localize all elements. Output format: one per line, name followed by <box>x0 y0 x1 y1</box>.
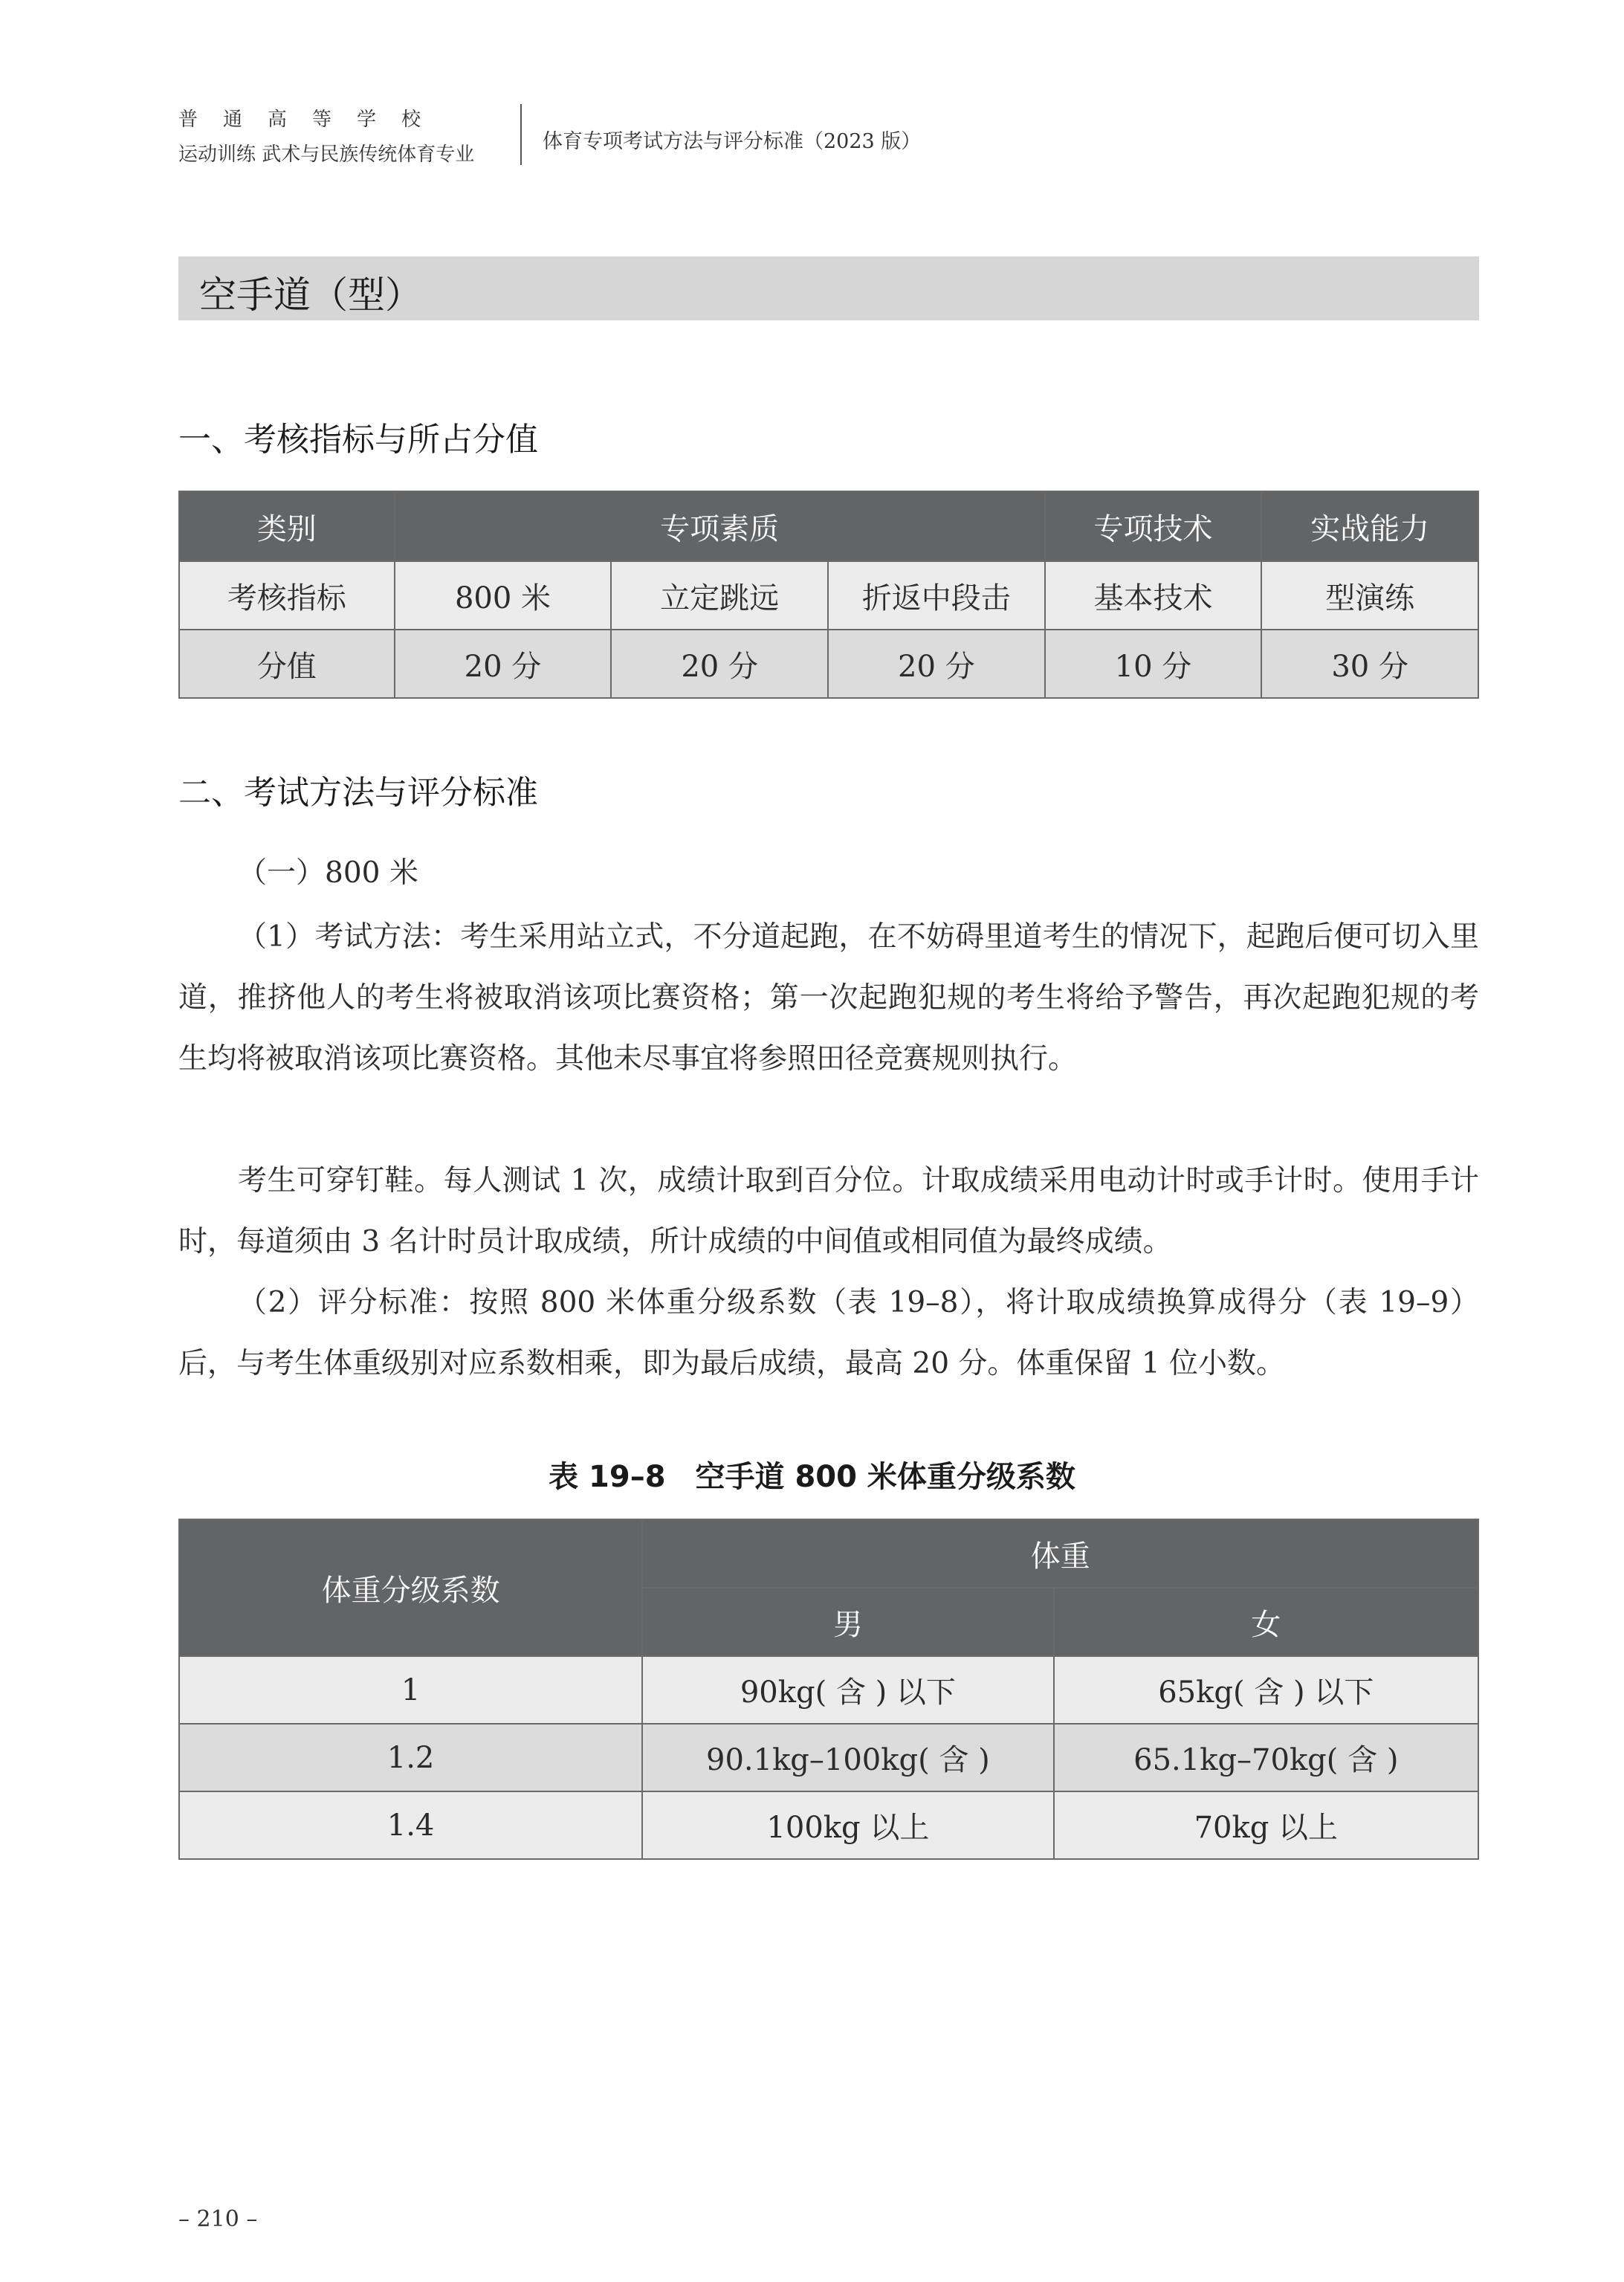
table-cell: 1.2 <box>179 1724 642 1791</box>
heading-indicators: 一、考核指标与所占分值 <box>178 421 538 459</box>
table-row <box>179 1724 1478 1791</box>
section-title-bar <box>178 256 1479 320</box>
table-cell: 30 分 <box>1261 630 1478 698</box>
table-header-male: 男 <box>642 1588 1053 1656</box>
paragraph-exam-method: （1）考试方法：考生采用站立式，不分道起跑，在不妨碍里道考生的情况下，起跑后便可切入里道，推挤他人的考生将被取消该项比赛资格；第一次起跑犯规的考生将给予警告，再次起跑犯规的考生均将被取消该项比赛资格。其他未尽事宜将参照田径竞赛规则执行。 <box>178 920 1479 1076</box>
table-cell: 20 分 <box>395 630 612 698</box>
paragraph-scoring: （2）评分标准：按照 800 米体重分级系数（表 19–8），将计取成绩换算成得分（表 19–9）后，与考生体重级别对应系数相乘，即为最后成绩，最高 20 分。体重保留 1 位小数。 <box>178 1286 1479 1380</box>
table-cell: 1.4 <box>179 1791 642 1859</box>
page-number: – 210 – <box>178 2206 258 2232</box>
table-cell: 100kg 以上 <box>642 1791 1053 1859</box>
header-divider <box>520 104 522 165</box>
table-row <box>179 1656 1478 1724</box>
table-row <box>179 630 1478 698</box>
table-cell: 基本技术 <box>1045 561 1262 630</box>
table-cell: 折返中段击 <box>828 561 1045 630</box>
table-cell: 65kg( 含 ) 以下 <box>1054 1656 1478 1724</box>
table-cell: 立定跳远 <box>611 561 828 630</box>
table-cell: 800 米 <box>395 561 612 630</box>
section-title: 空手道（型） <box>199 274 422 317</box>
subheading-800m: （一）800 米 <box>238 856 418 890</box>
table-cell: 型演练 <box>1261 561 1478 630</box>
table-row <box>179 1791 1478 1859</box>
table-cell: 90kg( 含 ) 以下 <box>642 1656 1053 1724</box>
table-header-weight: 体重 <box>642 1519 1478 1588</box>
header-major: 运动训练 武术与民族传统体育专业 <box>178 143 475 166</box>
table-cell: 20 分 <box>828 630 1045 698</box>
table-caption: 表 19–8 空手道 800 米体重分级系数 <box>549 1460 1075 1494</box>
paragraph-timing: 考生可穿钉鞋。每人测试 1 次，成绩计取到百分位。计取成绩采用电动计时或手计时。使用手计时，每道须由 3 名计时员计取成绩，所计成绩的中间值或相同值为最终成绩。 <box>178 1164 1479 1258</box>
table-header-combat-ability: 实战能力 <box>1261 491 1478 561</box>
running-header-left <box>178 104 474 167</box>
heading-methods: 二、考试方法与评分标准 <box>178 774 538 812</box>
table-cell: 分值 <box>179 630 395 698</box>
weight-coefficient-table <box>178 1519 1479 1860</box>
table-header-special-technique: 专项技术 <box>1045 491 1262 561</box>
table-cell: 90.1kg–100kg( 含 ) <box>642 1724 1053 1791</box>
indicators-table <box>178 491 1479 699</box>
table-header-female: 女 <box>1054 1588 1478 1656</box>
header-book-title: 体育专项考试方法与评分标准（2023 版） <box>543 130 922 153</box>
table-cell: 1 <box>179 1656 642 1724</box>
table-cell: 10 分 <box>1045 630 1262 698</box>
table-cell: 70kg 以上 <box>1054 1791 1478 1859</box>
table-cell: 考核指标 <box>179 561 395 630</box>
table-cell: 65.1kg–70kg( 含 ) <box>1054 1724 1478 1791</box>
header-school-type: 普通高等学校 <box>178 109 447 131</box>
table-cell: 20 分 <box>611 630 828 698</box>
table-header-special-quality: 专项素质 <box>395 491 1045 561</box>
table-row <box>179 561 1478 630</box>
table-header-coefficient: 体重分级系数 <box>179 1519 642 1656</box>
table-header-category: 类别 <box>179 491 395 561</box>
